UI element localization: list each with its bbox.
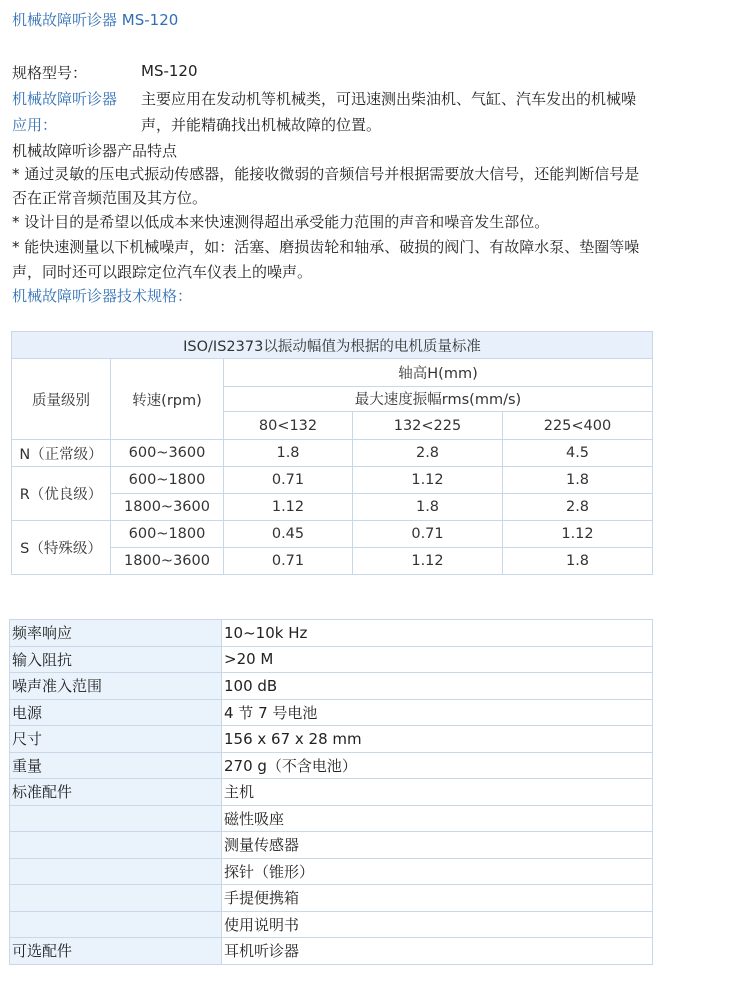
table-row	[10, 646, 653, 673]
feature-1-line2: 否在正常音频范围及其方位。	[12, 189, 208, 207]
spec-label	[10, 911, 222, 938]
spec-value: 手提便携箱	[222, 885, 653, 912]
spec-label: 可选配件	[10, 938, 222, 965]
usage-label-line2: 应用：	[12, 116, 58, 134]
value-cell: 0.71	[224, 467, 353, 494]
value-cell: 1.8	[503, 467, 653, 494]
table-row	[10, 938, 653, 965]
grade-cell: N（正常级）	[12, 440, 111, 467]
spec-value: 探针（锥形）	[222, 858, 653, 885]
table-row	[10, 805, 653, 832]
spec-label: 尺寸	[10, 726, 222, 753]
model-label: 规格型号：	[12, 64, 88, 82]
speed-cell: 1800~3600	[111, 494, 224, 521]
spec-label: 标准配件	[10, 779, 222, 806]
table-row	[10, 752, 653, 779]
range-header: 225<400	[503, 412, 653, 440]
feature-1-line1: * 通过灵敏的压电式振动传感器，能接收微弱的音频信号并根据需要放大信号，还能判断信号是	[12, 165, 640, 183]
grade-cell: S（特殊级）	[12, 521, 111, 575]
spec-value: 4 节 7 号电池	[222, 699, 653, 726]
spec-value: 100 dB	[222, 673, 653, 700]
table-row	[10, 726, 653, 753]
value-cell: 1.12	[224, 494, 353, 521]
spec-value: 测量传感器	[222, 832, 653, 859]
usage-text-line1: 主要应用在发动机等机械类，可迅速测出柴油机、气缸、汽车发出的机械噪	[141, 90, 637, 108]
value-cell: 4.5	[503, 440, 653, 467]
table-row	[10, 620, 653, 647]
spec-label: 电源	[10, 699, 222, 726]
value-cell: 1.12	[353, 467, 503, 494]
value-cell: 1.8	[353, 494, 503, 521]
speed-cell: 600~1800	[111, 521, 224, 548]
table-row	[10, 832, 653, 859]
range-header: 80<132	[224, 412, 353, 440]
table-row	[10, 699, 653, 726]
value-cell: 2.8	[353, 440, 503, 467]
feature-3-line2: 声，同时还可以跟踪定位汽车仪表上的噪声。	[12, 263, 313, 281]
feature-2: * 设计目的是希望以低成本来快速测得超出承受能力范围的声音和噪音发生部位。	[12, 213, 550, 231]
range-header: 132<225	[353, 412, 503, 440]
header-vibration: 最大速度振幅rms(mm/s)	[224, 386, 653, 412]
model-value: MS-120	[141, 62, 198, 80]
spec-value: 磁性吸座	[222, 805, 653, 832]
spec-value: 270 g（不含电池）	[222, 752, 653, 779]
spec-label	[10, 832, 222, 859]
value-cell: 1.12	[503, 521, 653, 548]
speed-cell: 600~3600	[111, 440, 224, 467]
speed-cell: 600~1800	[111, 467, 224, 494]
header-grade: 质量级别	[12, 359, 111, 440]
spec-label: 噪声准入范围	[10, 673, 222, 700]
spec-value: 主机	[222, 779, 653, 806]
spec-value: 10~10k Hz	[222, 620, 653, 647]
table-row	[12, 440, 653, 467]
usage-label-line1: 机械故障听诊器	[12, 90, 118, 108]
spec-label	[10, 885, 222, 912]
feature-3-line1: * 能快速测量以下机械噪声，如：活塞、磨损齿轮和轴承、破损的阀门、有故障水泵、垫圈等噪	[12, 238, 640, 256]
table-row	[12, 467, 653, 494]
spec-label: 输入阻抗	[10, 646, 222, 673]
grade-cell: R（优良级）	[12, 467, 111, 521]
table-row	[10, 779, 653, 806]
spec-label: 重量	[10, 752, 222, 779]
spec-title: 机械故障听诊器技术规格：	[12, 287, 193, 305]
usage-text-line2: 声，并能精确找出机械故障的位置。	[141, 116, 382, 134]
value-cell: 1.8	[503, 548, 653, 575]
value-cell: 1.12	[353, 548, 503, 575]
spec-value: 耳机听诊器	[222, 938, 653, 965]
features-title: 机械故障听诊器产品特点	[12, 142, 178, 160]
spec-value: >20 M	[222, 646, 653, 673]
header-speed: 转速(rpm)	[111, 359, 224, 440]
table-row	[10, 885, 653, 912]
quality-standard-table	[11, 331, 653, 575]
table-row	[10, 673, 653, 700]
spec-label	[10, 805, 222, 832]
table-row	[10, 858, 653, 885]
page-title: 机械故障听诊器 MS-120	[12, 11, 179, 29]
value-cell: 0.71	[224, 548, 353, 575]
header-shaft-height: 轴高H(mm)	[224, 359, 653, 387]
value-cell: 2.8	[503, 494, 653, 521]
table-row	[10, 911, 653, 938]
value-cell: 1.8	[224, 440, 353, 467]
value-cell: 0.71	[353, 521, 503, 548]
table-row	[12, 521, 653, 548]
spec-value: 使用说明书	[222, 911, 653, 938]
table-caption: ISO/IS2373以振动幅值为根据的电机质量标准	[12, 332, 653, 359]
spec-label	[10, 858, 222, 885]
speed-cell: 1800~3600	[111, 548, 224, 575]
spec-label: 频率响应	[10, 620, 222, 647]
spec-table	[9, 619, 653, 965]
value-cell: 0.45	[224, 521, 353, 548]
spec-value: 156 x 67 x 28 mm	[222, 726, 653, 753]
